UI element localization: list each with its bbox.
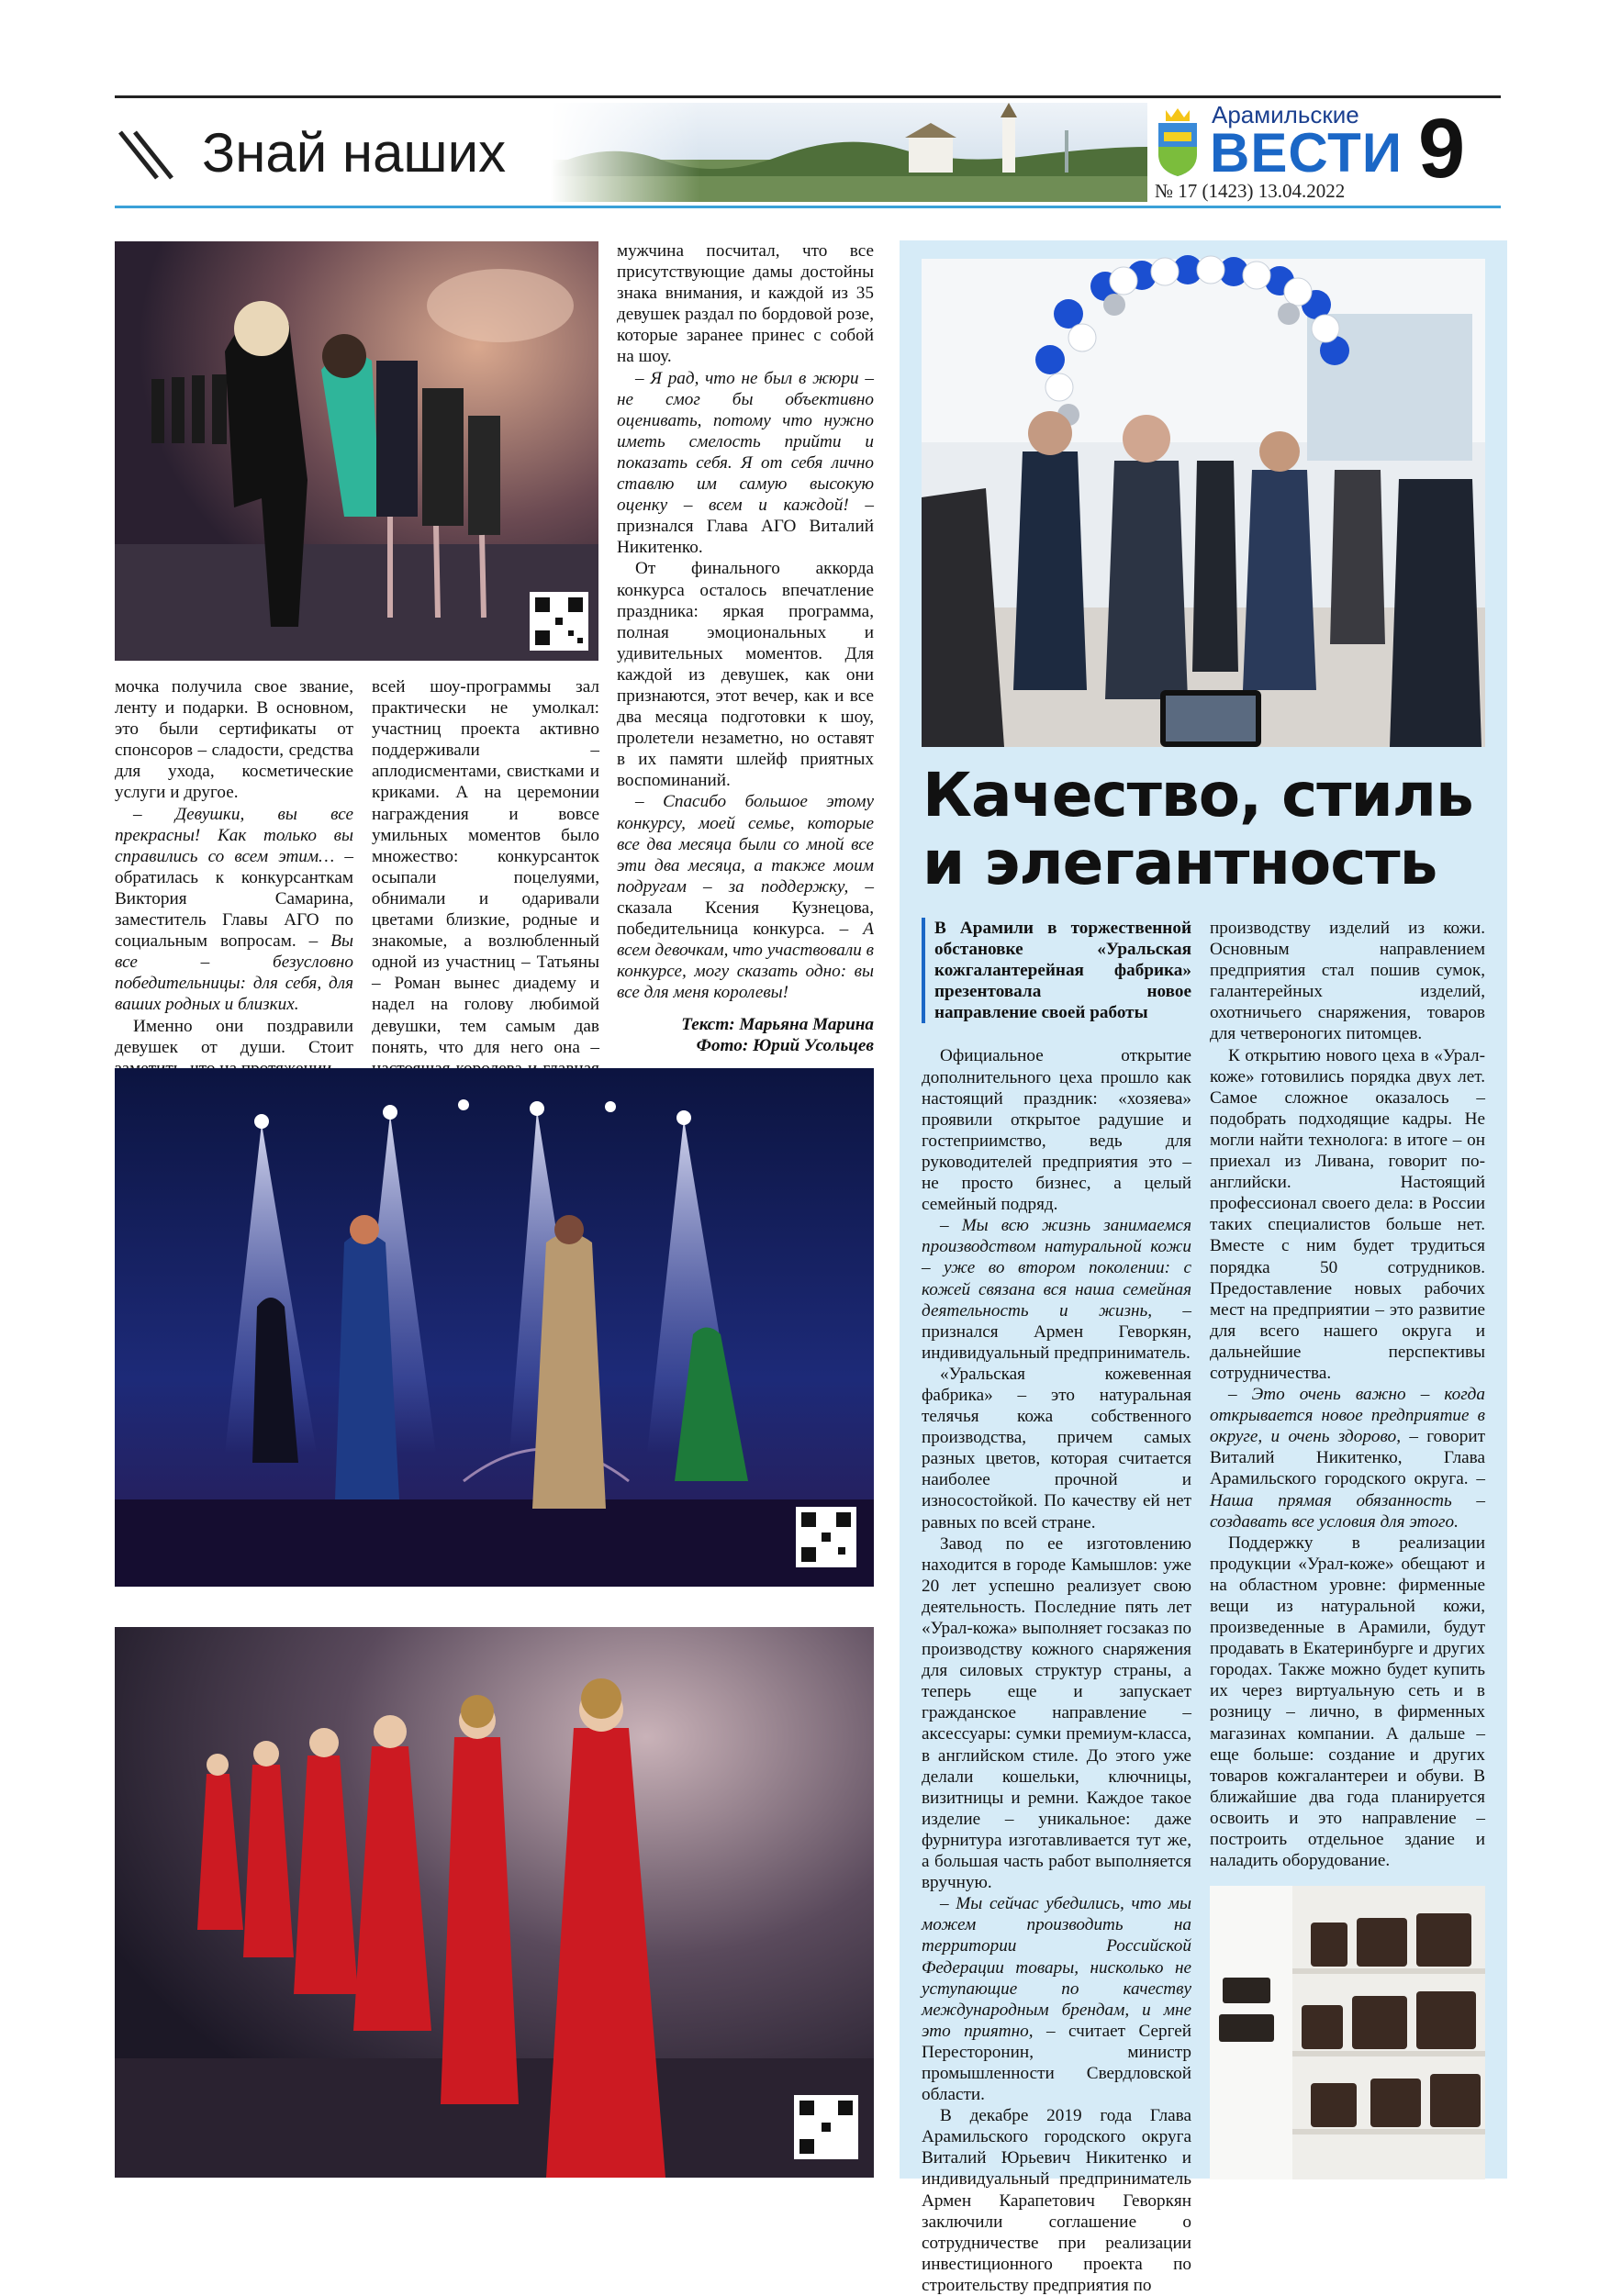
- photo-stage-finalists: [115, 1068, 874, 1587]
- section-title: Знай наших: [202, 122, 507, 184]
- attribution: – обратилась к конкурсанткам Виктория Самарина, заместитель Главы АГО по социальным вопросам. –: [115, 846, 353, 952]
- header-bottom-rule: [115, 206, 1501, 208]
- quote-text: – Я рад, что не был в жюри – не смог бы объективно оценивать, потому что нужно иметь смелость прийти и показать себя. Я от себя лично ставлю им самую высокую оценку – всем и каждой!: [617, 368, 874, 516]
- attribution: – признался Армен Геворкян, индивидуальный предприниматель.: [922, 1300, 1192, 1363]
- paragraph: [922, 1893, 1191, 2105]
- issue-info: № 17 (1423) 13.04.2022: [1155, 180, 1346, 202]
- section-slashes-icon: [117, 127, 175, 182]
- quote-text: Наша прямая обязанность – создавать все условия для этого.: [1210, 1490, 1485, 1532]
- photo-red-dress-parade: [115, 1627, 874, 2178]
- credit-photo: Фото: Юрий Усольцев: [696, 1036, 874, 1056]
- header-town-photo: [551, 103, 1147, 202]
- left-article-col1: [115, 676, 353, 1057]
- paragraph: В декабре 2019 года Глава Арамильского городского округа Виталий Юрьевич Никитенко и индивидуальный предприниматель Армен Карапетович Геворкян заключили соглашение о сотрудничестве при реализации инвестиционного проекта по строительству предприятия по: [922, 2106, 1191, 2295]
- lead-paragraph: В Арамили в торжественной обстановке «Уральская кожгалантерейная фабрика» презентовала новое направление своей работы: [922, 918, 1191, 1023]
- paragraph: [1210, 1384, 1485, 1533]
- paragraph: Официальное открытие дополнительного цеха прошло как настоящий праздник: «хозяева» проявили открытое радушие и гостеприимство, ведь для руководителей предприятия это – не просто бизнес, а целый семейный подряд.: [922, 1046, 1191, 1215]
- photo-leather-bags-shelf: [1210, 1886, 1485, 2179]
- quote-text: А всем девочкам, что участвовали в конкурсе, могу сказать одно: вы все для меня королевы!: [617, 920, 874, 1003]
- attribution: – сказала Ксения Кузнецова, победительница конкурса. –: [617, 876, 875, 939]
- headline: Качество, стиль и элегантность: [922, 760, 1473, 898]
- left-article-col3: [617, 240, 874, 1085]
- right-article-col-a: [922, 918, 1192, 2295]
- paragraph: От финального аккорда конкурса осталось впечатление праздника: яркая программа, полная эмоциональных и удивительных моментов. Для каждой из девушек, как они признаются, этот вечер, как и все два месяца подготовки к шоу, пролетели незаметно, но оставят в их памяти шлейф приятных воспоминаний.: [617, 559, 874, 791]
- quote-text: – Спасибо большое этому конкурсу, моей семье, которые все два месяца были со мной все эти два месяца, а также моим подругам – за поддержку,: [617, 792, 874, 897]
- quote-text: Вы все – безусловно победительницы: для себя, для ваших родных и близких.: [115, 931, 353, 1015]
- photo-contestants-lineup: [115, 241, 598, 661]
- city-emblem-icon: [1155, 106, 1201, 176]
- paragraph: [617, 791, 874, 1003]
- paragraph: Завод по ее изготовлению находится в городе Камышлов: уже 20 лет успешно реализует свою деятельность. Последние пять лет «Урал-кожа» выполняет госзаказ по производству кожного снаряжения для силовых структур страны, а теперь еще и запускает гражданское направление – аксессуары: сумки премиум-класса, в английском стиле. До этого уже делали кошельки, ключницы, визитницы и ремни. Каждое такое изделие – уникальное: даже фурнитура изготавливается тут же, а большая часть работ выполняется вручную.: [922, 1533, 1191, 1893]
- left-article-col2: [372, 676, 599, 1057]
- quote-text: – Девушки, вы все прекрасны! Как только вы справились со всем этим…: [115, 804, 353, 866]
- quote-text: – Это очень важно – когда открывается новое предприятие в округе, и очень здорово,: [1210, 1385, 1485, 1447]
- paragraph: мочка получила свое звание, ленту и подарки. В основном, это были сертификаты от спонсоров – сладости, средства для ухода, косметические услуги и другое.: [115, 677, 353, 803]
- page-number: 9: [1418, 102, 1466, 195]
- right-article-col-b: [1210, 918, 1485, 1872]
- paragraph: производству изделий из кожи. Основным направлением предприятия стал пошив сумок, галантерейных изделий, охотничьего снаряжения, товаров для четвероногих питомцев.: [1210, 919, 1485, 1044]
- photo-factory-opening: [922, 259, 1485, 747]
- attribution: – говорит Виталий Никитенко, Глава Арамильского городского округа. –: [1210, 1427, 1485, 1489]
- newspaper-name: ВЕСТИ: [1210, 122, 1403, 184]
- newspaper-town: Арамильские: [1212, 101, 1359, 128]
- paragraph: Поддержку в реализации продукции «Урал-коже» обещают и на областном уровне: фирменные вещи из натуральной кожи, произведенные в Арамили, будут продавать в Екатеринбурге и других городах. Также можно будет купить их через виртуальную сеть и в розницу – лично, в фирменных магазинах компании. А дальше – еще больше: создание и других товаров кожгалантереи и обуви. В ближайшие два года планируется освоить и это направление – построить отдельное здание и наладить оборудование.: [1210, 1533, 1485, 1871]
- attribution: – признался Глава АГО Виталий Никитенко.: [617, 496, 874, 558]
- header-top-rule: [115, 95, 1501, 98]
- paragraph: «Уральская кожевенная фабрика» – это натуральная телячья кожа собственного производства, причем самых разных цветов, которая считается наиболее прочной и износостойкой. По качеству ей нет равных по всей стране.: [922, 1364, 1191, 1533]
- quote-text: – Мы всю жизнь занимаемся производством натуральной кожи – уже во втором поколении: с кожей связана вся наша семейная деятельность и жизнь,: [922, 1216, 1191, 1321]
- paragraph: Именно они поздравили девушек от души. Стоит: [115, 1016, 353, 1057]
- paragraph: К открытию нового цеха в «Урал-коже» готовились порядка двух лет. Самое сложное оказалось – подобрать подходящие кадры. Не могли найти технолога: в итоге – он приехал из Ливана, говорит по-английски. Настоящий профессионал своего дела: в России таких специалистов больше нет. Вместе с ним будет трудиться порядка 50 сотрудников. Предоставление новых рабочих мест на предприятии – это развитие для всего нашего округа и дальнейшие перспективы сотрудничества.: [1210, 1045, 1485, 1383]
- paragraph: [617, 368, 874, 559]
- credit-text: Текст: Марьяна Марина: [681, 1015, 874, 1035]
- paragraph: [115, 804, 353, 1016]
- attribution: – считает Сергей Пересторонин, министр промышленности Свердловской области.: [922, 2021, 1192, 2105]
- paragraph: мужчина посчитал, что все присутствующие дамы достойны знака внимания, и каждой из 35 девушек раздал по бордовой розе, которые заранее принес с собой на шоу.: [617, 241, 874, 367]
- paragraph: [922, 1215, 1191, 1364]
- quote-text: – Мы сейчас убедились, что мы можем производить на территории Российской Федерации товары, нисколько не уступающие по качеству международным брендам, и мне это приятно,: [922, 1894, 1191, 2041]
- paragraph: всей шоу-программы зал практически не умолкал: участниц проекта активно поддерживали – аплодисментами, свистками и криками. А на церемонии награждения и вовсе умильных моментов было множество: конкурсанток осыпали поцелуями, обнимали и одаривали цветами близкие, родные и знакомые, а возлюбленный одной из участниц – Татьяны – Роман вынес диадему и надел на голову любимой девушки, тем самым дав понять, что для него она –: [372, 677, 599, 1057]
